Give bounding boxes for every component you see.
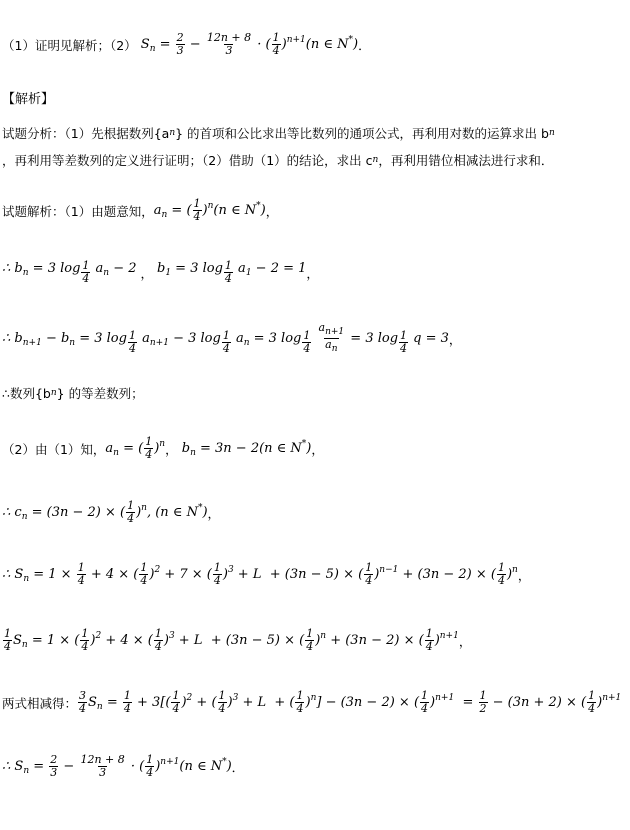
solution-line-1 [2, 198, 278, 223]
analysis-sub-2: n [372, 155, 379, 165]
solution-line-7 [2, 562, 530, 587]
solution-comma-2: ， [306, 265, 319, 281]
analysis-line-2 [2, 151, 553, 169]
formula-quarter-sn: $\frac{1}{4}$ $S_n = 1$ × ( $\frac{1}{4}$ )$^2$ + 4 × ( $\frac{1}{4}$ )$^3$ + L + (3n − 5) × ( $\frac{1}{4}$ )$^n$ + (3n − 2) × ( $\frac{1}{4}$ )$^{n+1}$ [4, 627, 459, 653]
solution-line-8 [2, 628, 471, 653]
analysis-line-1 [2, 124, 555, 142]
solution-line-5 [2, 436, 324, 461]
sep-2: ， [136, 265, 157, 281]
solution-text-9: 两式相减得： [2, 695, 78, 711]
section-header [2, 88, 54, 107]
analysis-sub-1d: n [548, 128, 555, 138]
solution-mid-5: ， [165, 441, 178, 457]
solution-sub-4: n [50, 388, 57, 398]
formula-sn-sum: ∴ $S_n = 1$ × $\frac{1}{4}$ + 4 × ( $\frac{1}{4}$ )$^2$ + 7 × ( $\frac{1}{4}$ )$^3$ + L + (3n − 5) × ( $\frac{1}{4}$ )$^{n-1}$ + (3n − 2) × ( $\frac{1}{4}$ )$^n$ [2, 561, 518, 587]
formula-an-2: $a_n$ = ( $\frac{1}{4}$ )$^n$ [105, 435, 166, 461]
formula-bn-2: $b_n = 3n - 2(n$ ∈ N*) [177, 439, 312, 458]
answer-line [2, 32, 371, 57]
solution-line-6 [2, 500, 220, 525]
solution-comma-6: ， [207, 505, 221, 521]
solution-line-10 [2, 754, 244, 779]
formula-diff: ∴ $b_{n+1} - b_n = 3$ log $_{\frac{1}{4}}$ $a_{n+1} - 3$ log $_{\frac{1}{4}}$ $a_n = 3$ log $_{\frac{1}{4}}$ $\frac{a_{n+1}}{a_n}$ = 3 log $_{\frac{1}{4}}$ q = 3 [2, 321, 449, 355]
solution-line-9 [2, 690, 621, 715]
solution-text-4: ∴数列{b [2, 386, 51, 401]
formula-an: $a_n$ = ( $\frac{1}{4}$ )$^n$(n ∈ N*) [153, 197, 266, 223]
answer-end: ． [358, 37, 371, 53]
analysis-text-2c: ，再利用错位相减法进行求和． [378, 153, 554, 168]
solution-comma-5: ， [311, 441, 324, 457]
formula-subtract: $\frac{3}{4}$ $S_n$ = $\frac{1}{4}$ + 3[( $\frac{1}{4}$ )$^2$ + ( $\frac{1}{4}$ )$^3$ + L + ( $\frac{1}{4}$ )$^n$] − (3n − 2) × ( $\frac{1}{4}$ )$^{n+1}$ = $\frac{1}{2}$ − (3n + 2) × ( $\frac{1}{4}$ )$^{n+1}$ [79, 689, 622, 715]
analysis-text-1: 试题分析：（1）先根据数列{a [2, 126, 170, 141]
solution-line-3 [2, 322, 461, 355]
solution-line-4 [2, 384, 144, 402]
section-header-text: 【解析】 [2, 92, 55, 107]
formula-sn-final: ∴ $S_n$ = $\frac{2}{3}$ − $\frac{12n + 8}{3}$ · ( $\frac{1}{4}$ )$^{n+1}$(n ∈ N*) [2, 753, 232, 779]
solution-text-5: （2）由（1）知， [2, 441, 106, 457]
answer-text: （1）证明见解析；（2） [2, 37, 137, 53]
formula-cn: ∴ $c_n = (3n - 2)$ × ( $\frac{1}{4}$ )$^n$, (n ∈ N*) [2, 499, 208, 525]
solution-end-10: ． [231, 759, 245, 775]
solution-comma-1: ， [265, 203, 279, 219]
solution-line-2 [2, 260, 319, 285]
answer-formula: $S_n$ = $\frac{2}{3}$ − $\frac{12n + 8}{3}$ · ( $\frac{1}{4}$ )$^{n+1}$(n ∈ N*) [136, 31, 359, 57]
analysis-sub-1: n [169, 128, 176, 138]
analysis-text-1c: } 的首项和公比求出等比数列的通项公式，再利用对数的运算求出 b [175, 126, 549, 141]
solution-text-4c: } 的等差数列； [56, 386, 144, 401]
formula-bn: ∴ $b_n = 3$ log $_{\frac{1}{4}}$ $a_n - 2$ [2, 259, 137, 285]
solution-text-1: 试题解析：（1）由题意知， [2, 203, 154, 219]
solution-comma-8: ， [458, 633, 472, 649]
analysis-text-2: ，再利用等差数列的定义进行证明；（2）借助（1）的结论，求出 c [2, 153, 373, 168]
solution-comma-7: ， [517, 567, 531, 583]
formula-b1: $b_1 = 3$ log $_{\frac{1}{4}}$ $a_1 - 2 = 1$ [156, 259, 307, 285]
solution-comma-3: ， [448, 331, 462, 347]
